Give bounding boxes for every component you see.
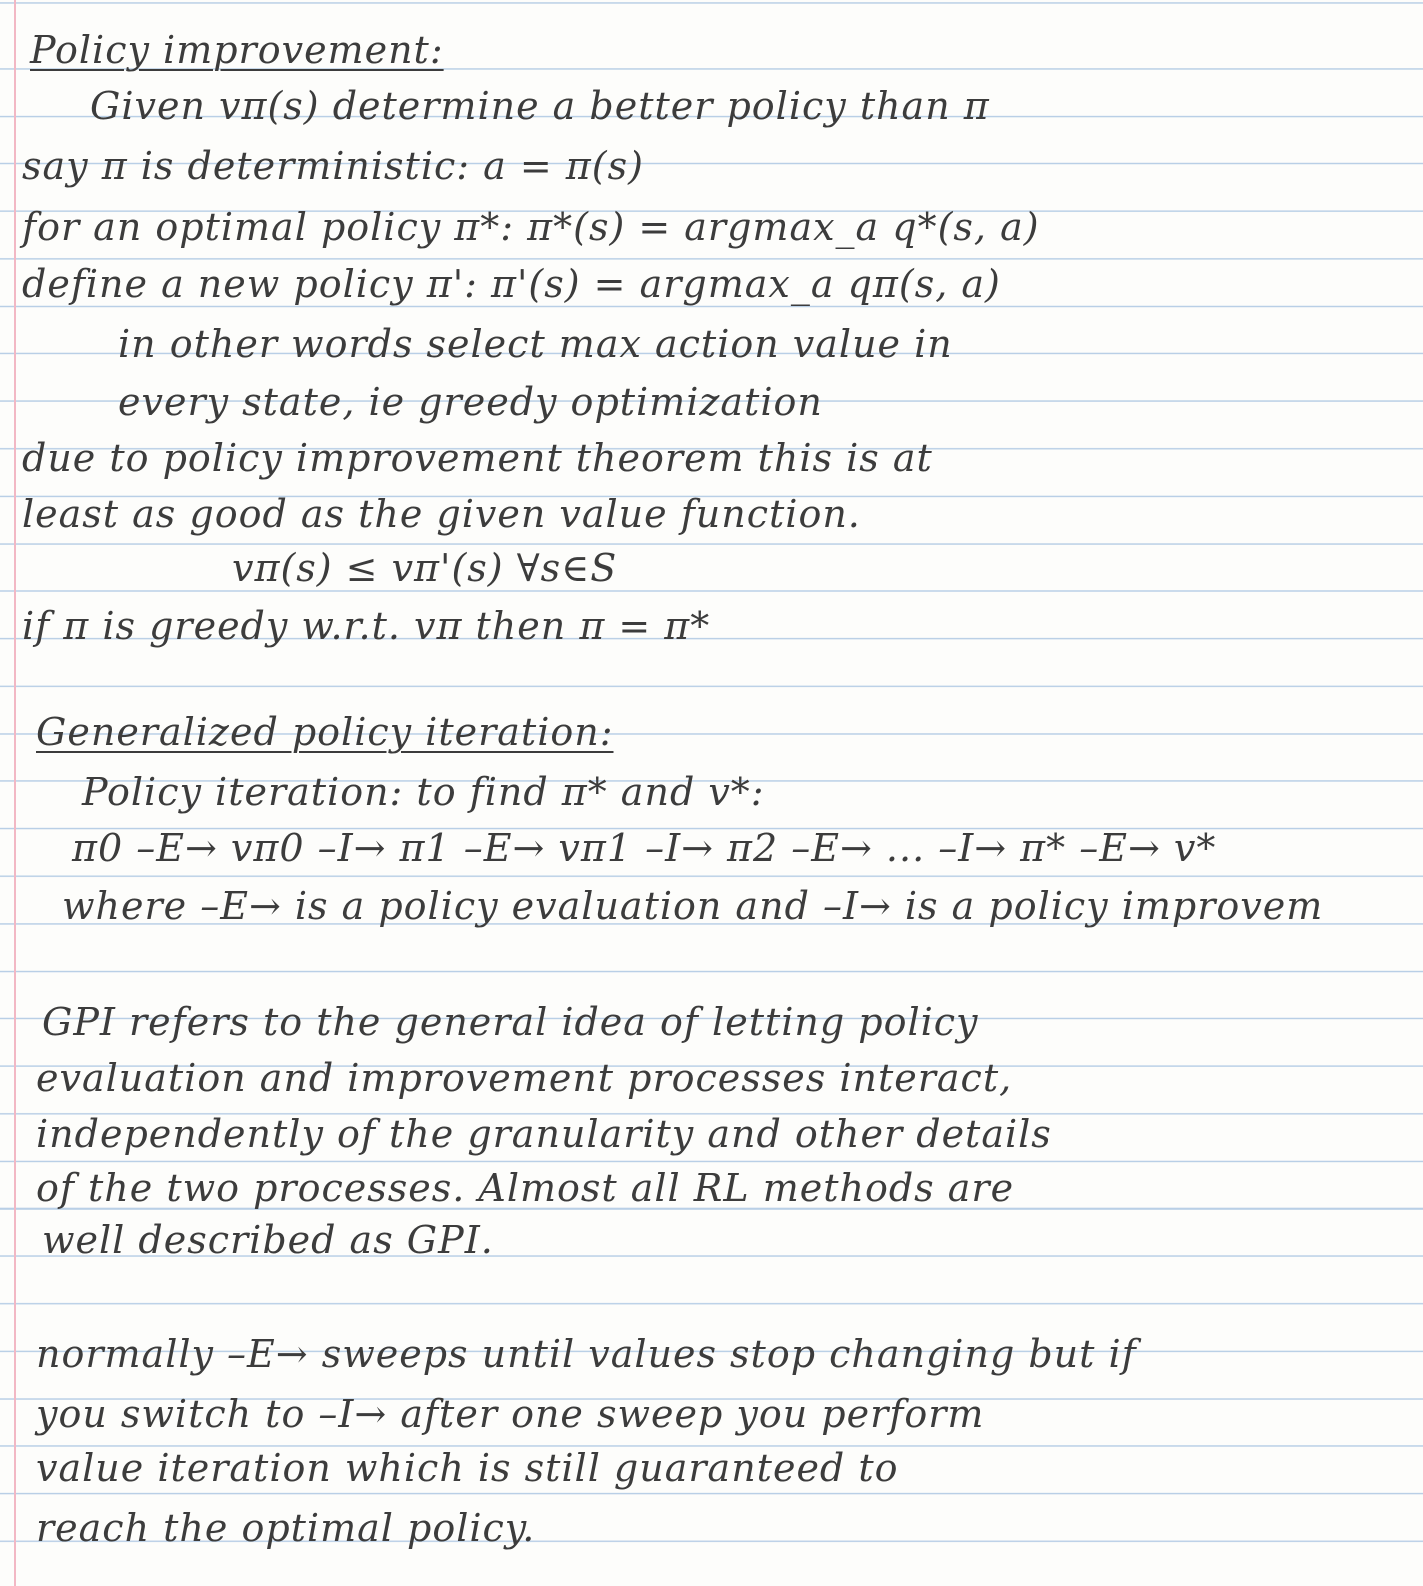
note-line: where –E→ is a policy evaluation and –I→ is a policy improvem [62, 884, 1324, 928]
paragraph-line: GPI refers to the general idea of letting policy [42, 1000, 979, 1044]
iteration-chain-line: π0 –E→ vπ0 –I→ π1 –E→ vπ1 –I→ π2 –E→ ... –I→ π* –E→ v* [72, 826, 1217, 870]
note-line: if π is greedy w.r.t. vπ then π = π* [22, 604, 711, 648]
inequality-line: vπ(s) ≤ vπ'(s) ∀s∈S [232, 546, 618, 590]
note-line: say π is deterministic: a = π(s) [22, 144, 644, 188]
paragraph-line: value iteration which is still guaranteed to [36, 1446, 899, 1490]
paragraph-line: you switch to –I→ after one sweep you perform [36, 1392, 985, 1436]
note-line: every state, ie greedy optimization [118, 380, 823, 424]
paragraph-line: reach the optimal policy. [36, 1506, 536, 1550]
paragraph-line: independently of the granularity and other details [36, 1112, 1052, 1156]
paragraph-line: normally –E→ sweeps until values stop changing but if [36, 1332, 1137, 1376]
paragraph-line: of the two processes. Almost all RL methods are [36, 1166, 1015, 1210]
margin-line [14, 0, 16, 1586]
section-heading-policy-improvement: Policy improvement: [30, 28, 444, 72]
note-line: define a new policy π': π'(s) = argmax_a qπ(s, a) [22, 262, 1001, 306]
paragraph-line: evaluation and improvement processes interact, [36, 1056, 1013, 1100]
note-line: for an optimal policy π*: π*(s) = argmax_a q*(s, a) [22, 205, 1040, 249]
note-line: in other words select max action value in [118, 322, 953, 366]
note-line: Given vπ(s) determine a better policy than π [90, 84, 990, 128]
paragraph-line: well described as GPI. [42, 1218, 494, 1262]
note-line: due to policy improvement theorem this is at [22, 436, 933, 480]
note-line: least as good as the given value function. [22, 492, 861, 536]
section-heading-generalized-policy-iteration: Generalized policy iteration: [36, 710, 614, 754]
note-line: Policy iteration: to find π* and v*: [82, 770, 765, 814]
